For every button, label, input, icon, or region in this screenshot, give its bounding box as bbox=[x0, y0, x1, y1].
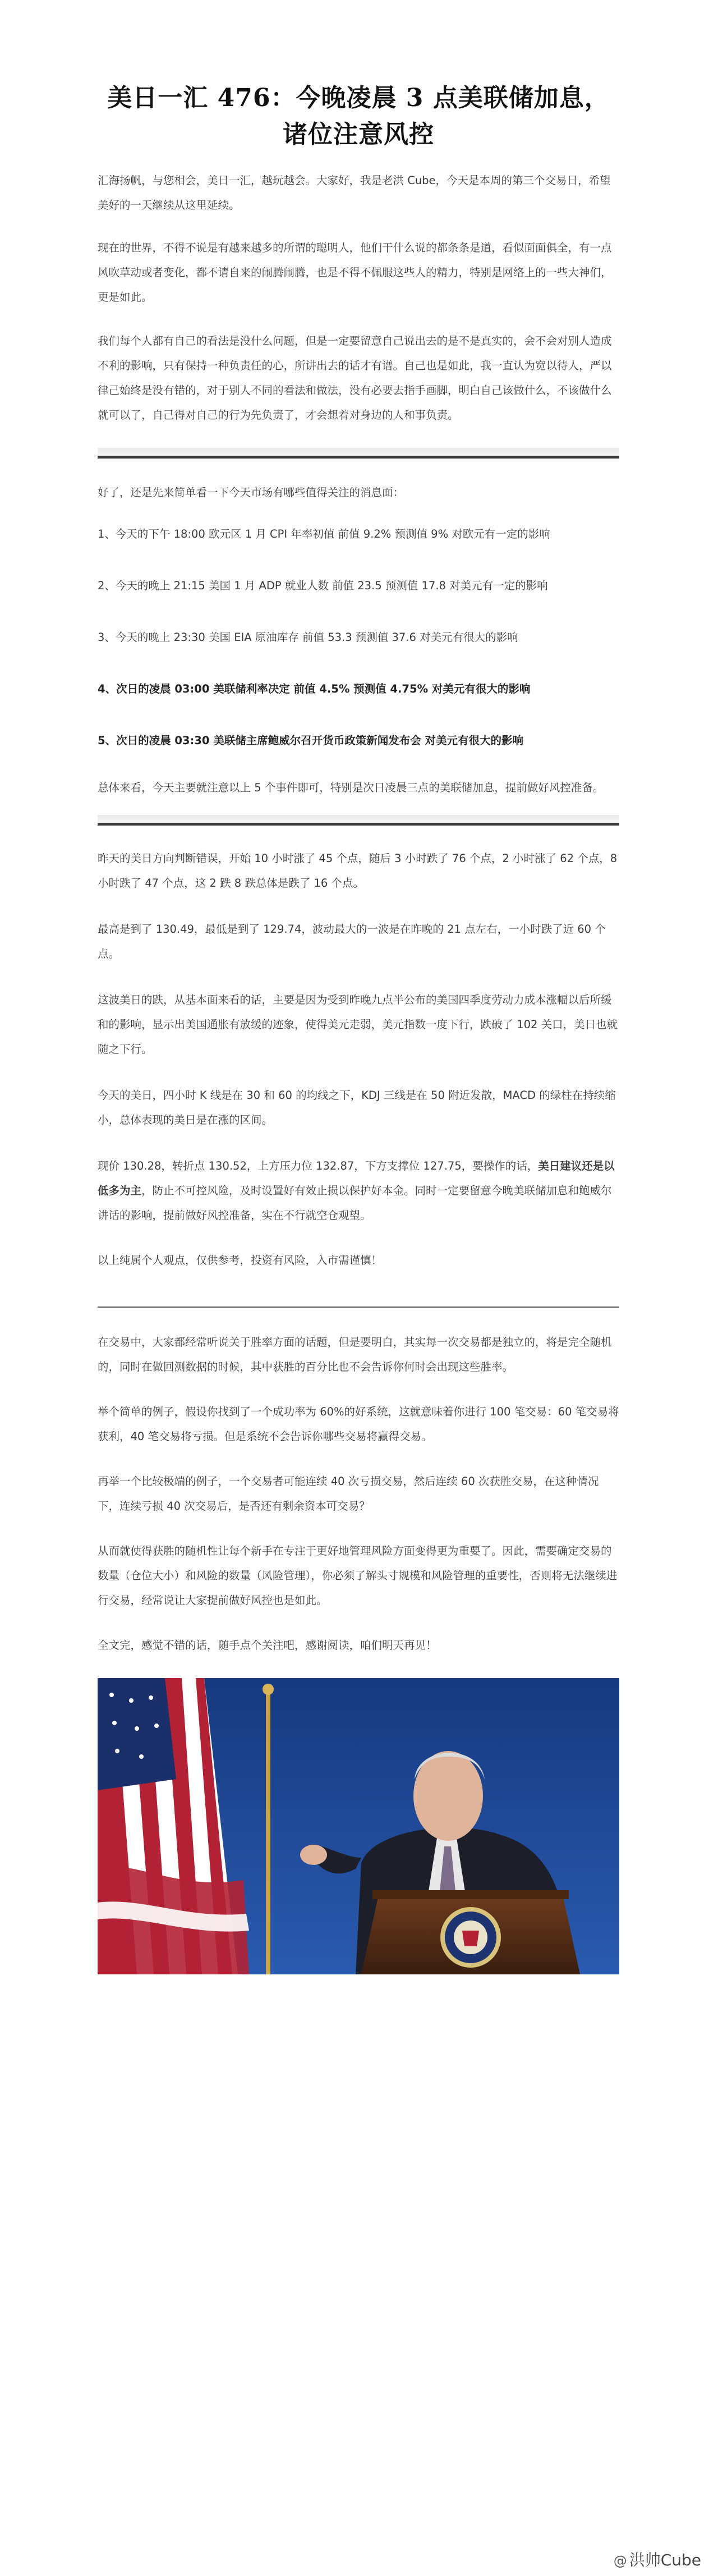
essay-paragraph-3: 再举一个比较极端的例子，一个交易者可能连续 40 次亏损交易，然后连续 60 次获胜交易，在这种情况下，连续亏损 40 次交易后，是否还有剩余资本可交易？ bbox=[98, 1475, 599, 1512]
essay-paragraph-4: 从而就使得获胜的随机性让每个新手在专注于更好地管理风险方面变得更为重要了。因此，需要确定交易的数量（仓位大小）和风险的数量（风险管理），你必须了解头寸规模和风险管理的重要性，否则将无法继续进行交易，经常说让大家提前做好风控也是如此。 bbox=[98, 1544, 618, 1607]
analysis-paragraph-1: 昨天的美日方向判断错误，开始 10 小时涨了 45 个点，随后 3 小时跌了 76 个点，2 小时涨了 62 个点，8 小时跌了 47 个点，这 2 跌 8 跌总体是跌了 16 个点。 bbox=[98, 852, 618, 890]
essay-paragraph-1: 在交易中，大家都经常听说关于胜率方面的话题，但是要明白，其实每一次交易都是独立的，将是完全随机的，同时在做回测数据的时候，其中获胜的百分比也不会告诉你何时会出现这些胜率。 bbox=[98, 1336, 612, 1373]
event-item-4: 4、次日的凌晨 03:00 美联储利率决定 前值 4.5% 预测值 4.75% 对美元有很大的影响 bbox=[98, 682, 531, 695]
intro-paragraph-2: 现在的世界，不得不说是有越来越多的所谓的聪明人，他们干什么说的都条条是道，看似面面俱全，有一点风吹草动或者变化，都不请自来的闹腾闹腾，也是不得不佩服这些人的精力，特别是网络上的一些大神们，更是如此。 bbox=[98, 241, 612, 304]
event-item-3: 3、今天的晚上 23:30 美国 EIA 原油库存 前值 53.3 预测值 37.6 对美元有很大的影响 bbox=[98, 631, 518, 644]
press-conference-illustration bbox=[98, 1678, 619, 1974]
strategy-paragraph bbox=[98, 1154, 619, 1228]
events-summary: 总体来看，今天主要就注意以上 5 个事件即可，特别是次日凌晨三点的美联储加息，提前做好风控准备。 bbox=[98, 781, 604, 794]
article bbox=[98, 0, 619, 1974]
podium bbox=[361, 1890, 580, 1974]
intro-paragraph-3: 我们每个人都有自己的看法是没什么问题，但是一定要留意自己说出去的是不是真实的，会不会对别人造成不利的影响，只有保持一种负责任的心，所讲出去的话才有谱。自己也是如此，我一直认为宽以待人，严以律己始终是没有错的，对于别人不同的看法和做法，没有必要去指手画脚，明白自己该做什么，不该做什么就可以了，自己得对自己的行为先负责了，才会想着对身边的人和事负责。 bbox=[98, 334, 612, 421]
disclaimer: 以上纯属个人观点，仅供参考，投资有风险，入市需谨慎！ bbox=[98, 1254, 383, 1267]
event-item-5: 5、次日的凌晨 03:30 美联储主席鲍威尔召开货币政策新闻发布会 对美元有很大的影响 bbox=[98, 734, 524, 747]
events-intro: 好了，还是先来简单看一下今天市场有哪些值得关注的消息面： bbox=[98, 486, 404, 499]
intro-paragraph-1: 汇海扬帆，与您相会，美日一汇，越玩越会。大家好，我是老洪 Cube，今天是本周的第三个交易日，希望美好的一天继续从这里延续。 bbox=[98, 174, 611, 212]
flag-pole bbox=[266, 1689, 270, 1974]
section-divider-thin bbox=[98, 1307, 619, 1308]
essay-closing: 全文完，感觉不错的话，随手点个关注吧，感谢阅读，咱们明天再见！ bbox=[98, 1639, 437, 1652]
strategy-highlight: 美日建议还是以低多为主 bbox=[98, 1159, 615, 1197]
event-item-1: 1、今天的下午 18:00 欧元区 1 月 CPI 年率初值 前值 9.2% 预测值 9% 对欧元有一定的影响 bbox=[98, 528, 550, 540]
analysis-paragraph-3: 这波美日的跌，从基本面来看的话，主要是因为受到昨晚九点半公布的美国四季度劳动力成本涨幅以后所缓和的影响，显示出美国通胀有放缓的迹象，使得美元走弱，美元指数一度下行，跌破了 102 关口，美日也就随之下行。 bbox=[98, 993, 618, 1056]
watermark-text: 洪帅Cube bbox=[629, 2551, 701, 2569]
analysis-paragraph-4: 今天的美日，四小时 K 线是在 30 和 60 的均线之下，KDJ 三线是在 50 附近发散，MACD 的绿柱在持续缩小，总体表现的美日是在涨的区间。 bbox=[98, 1089, 616, 1126]
watermark bbox=[614, 2548, 701, 2570]
strategy-text: 现价 130.28，转折点 130.52，上方压力位 132.87，下方支撑位 127.75，要操作的话， bbox=[98, 1159, 538, 1172]
section-divider bbox=[98, 815, 619, 842]
article-photo bbox=[98, 1678, 619, 1974]
essay-paragraph-2: 举个简单的例子，假设你找到了一个成功率为 60%的好系统，这就意味着你进行 100 笔交易：60 笔交易将获利，40 笔交易将亏损。但是系统不会告诉你哪些交易将赢得交易。 bbox=[98, 1405, 619, 1443]
at-symbol: @ bbox=[613, 2553, 627, 2569]
strategy-text-continued: ，防止不可控风险，及时设置好有效止损以保护好本金。同时一定要留意今晚美联储加息和鲍威尔讲话的影响，提前做好风控准备，实在不行就空仓观望。 bbox=[98, 1184, 612, 1222]
section-divider bbox=[98, 448, 619, 475]
event-item-2: 2、今天的晚上 21:15 美国 1 月 ADP 就业人数 前值 23.5 预测值 17.8 对美元有一定的影响 bbox=[98, 579, 548, 592]
article-title: 美日一汇 476：今晚凌晨 3 点美联储加息，诸位注意风控 bbox=[107, 84, 610, 149]
analysis-paragraph-2: 最高是到了 130.49，最低是到了 129.74，波动最大的一波是在昨晚的 21 点左右，一小时跌了近 60 个点。 bbox=[98, 923, 606, 960]
